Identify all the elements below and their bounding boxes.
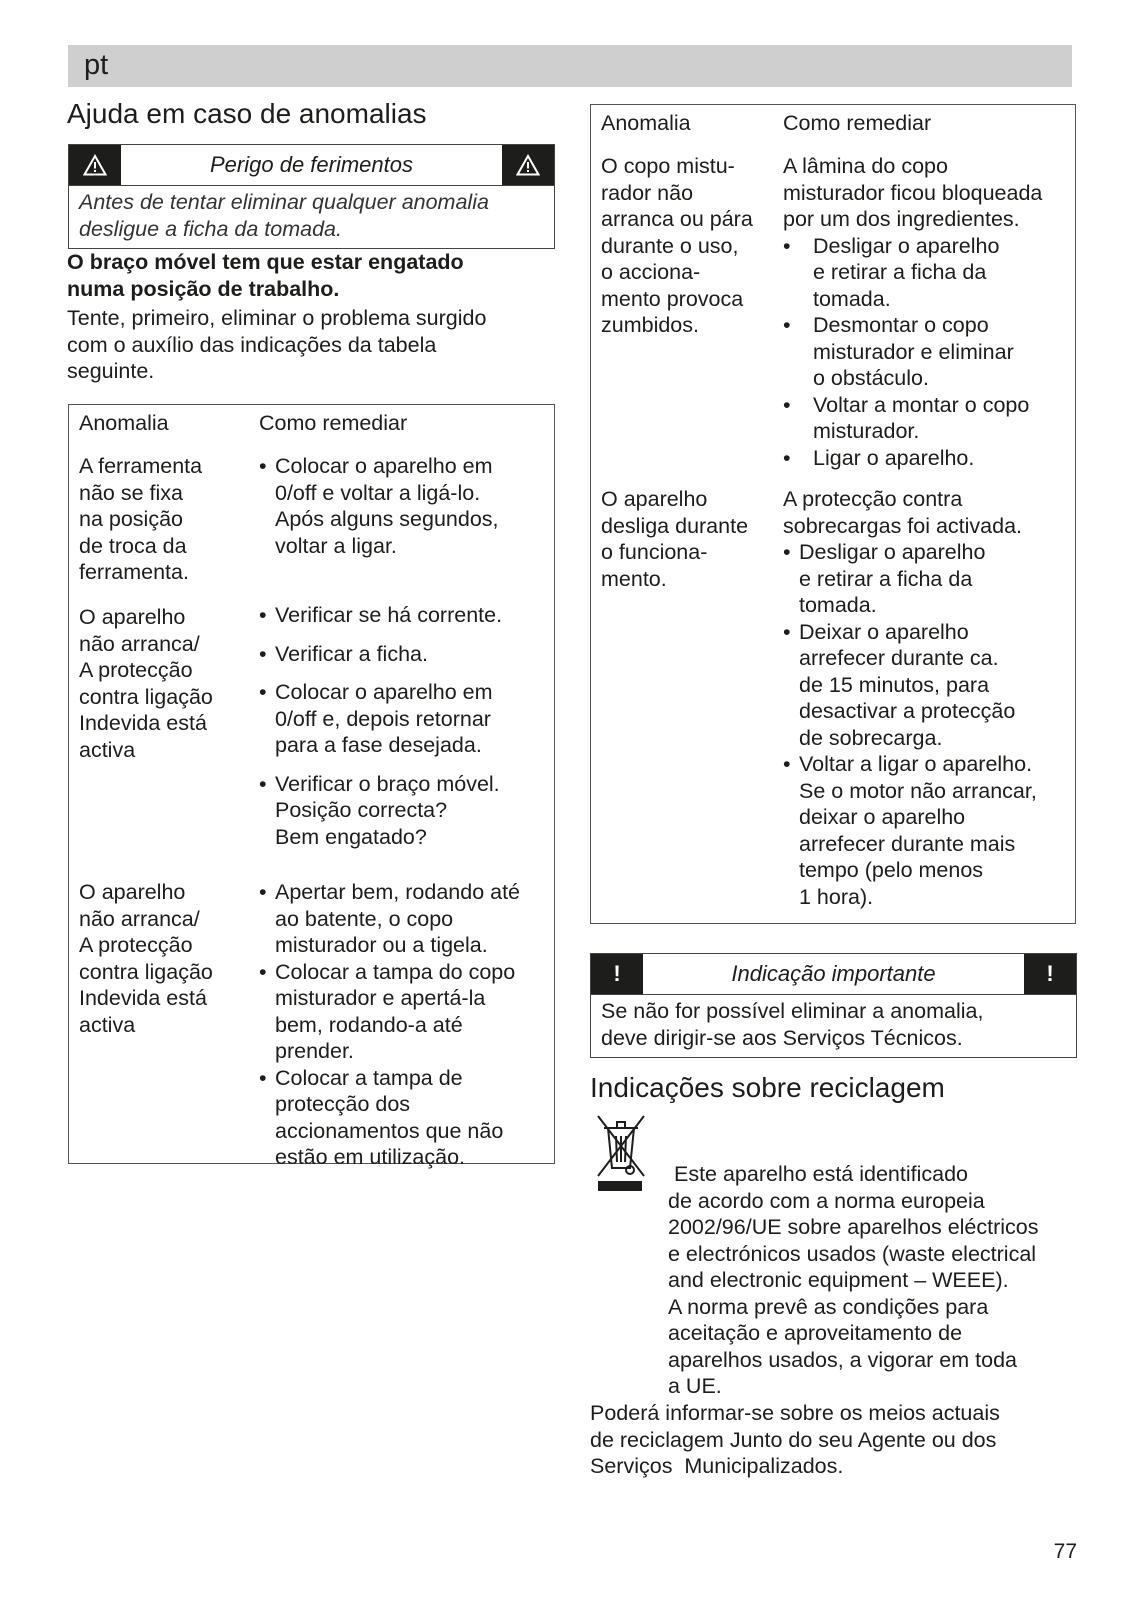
list-item: • Colocar a tampa do copo misturador e apertá-la bem, rodando-a até prender. — [259, 959, 549, 1065]
recycling-heading: Indicações sobre reciclagem — [590, 1072, 945, 1103]
exclamation-icon: ! — [591, 954, 643, 994]
notice-text: Se não for possível eliminar a anomalia, deve dirigir-se aos Serviços Técnicos. — [601, 999, 984, 1050]
troubleshooting-table-right — [590, 104, 1076, 924]
table-row-remedies — [259, 879, 549, 1171]
troubleshooting-table-left — [68, 404, 555, 1169]
intro-paragraph: Tente, primeiro, eliminar o problema surgido com o auxílio das indicações da tabela seguinte. — [67, 306, 487, 383]
exclamation-icon: ! — [1024, 954, 1076, 994]
recycling-footer: Poderá informar-se sobre os meios actuais de reciclagem Junto do seu Agente ou dos Serviços Municipalizados. — [590, 1401, 1000, 1478]
table-row-problem: O copo mistu- rador não arranca ou pára durante o uso, o acciona- mento provoca zumbidos. — [601, 154, 753, 337]
list-item: • Desligar o aparelho e retirar a ficha da tomada. — [783, 539, 1075, 619]
crossed-out-wheelie-bin-icon — [592, 1112, 650, 1192]
table-row-problem: O aparelho não arranca/ A protecção contra ligação Indevida está activa — [79, 880, 213, 1037]
column-header-como-remediar: Como remediar — [783, 111, 932, 135]
list-item: • Colocar o aparelho em 0/off e, depois retornar para a fase desejada. — [259, 679, 549, 759]
list-item: • Colocar o aparelho em 0/off e voltar a ligá-lo. Após alguns segundos, voltar a ligar. — [259, 453, 549, 559]
column-header-como-remediar: Como remediar — [259, 411, 408, 435]
list-item: • Desligar o aparelho e retirar a ficha da tomada. — [783, 233, 1073, 313]
list-item: • Voltar a montar o copo misturador. — [783, 392, 1073, 445]
language-bar — [68, 45, 1072, 87]
list-item: • Colocar a tampa de protecção dos accionamentos que não estão em utilização. — [259, 1065, 549, 1171]
table-row-remedies: A protecção contra sobrecargas foi activada. • Desligar o aparelho e retirar a ficha da tomada. • Deixar o aparelho arrefecer durante ca. de 15 minutos, para desactivar a protecção de sobrecarga. • Voltar a ligar o aparelho. Se o motor não arrancar, deixar o aparelho arrefecer durante mais tempo (pelo menos 1 hora). — [783, 486, 1075, 910]
warning-text: Antes de tentar eliminar qualquer anomalia desligue a ficha da tomada. — [79, 190, 489, 241]
list-item: • Ligar o aparelho. — [783, 445, 1073, 472]
danger-warning-box — [68, 144, 555, 249]
notice-title: Indicação importante — [731, 961, 936, 986]
warning-title: Perigo de ferimentos — [210, 152, 413, 177]
list-item: • Deixar o aparelho arrefecer durante ca. de 15 minutos, para desactivar a protecção de sobrecarga. — [783, 619, 1075, 752]
recycling-text: Este aparelho está identificado de acordo com a norma europeia 2002/96/UE sobre aparelhos eléctricos e electrónicos usados (waste electrical and electronic equipment – WEEE). A norma prevê as condições para aceitação e aproveitamento de aparelhos usados, a vigorar em toda a UE. — [668, 1162, 1039, 1398]
table-row-problem: O aparelho desliga durante o funciona- mento. — [601, 487, 749, 591]
arm-engaged-notice: O braço móvel tem que estar engatado numa posição de trabalho. — [67, 250, 464, 301]
list-item: • Desmontar o copo misturador e eliminar o obstáculo. — [783, 312, 1073, 392]
table-row-remedies: A lâmina do copo misturador ficou bloqueada por um dos ingredientes. • Desligar o aparelho e retirar a ficha da tomada. • Desmontar o copo misturador e eliminar o obstáculo. • Voltar a montar o copo misturador. • Ligar o aparelho. — [783, 153, 1073, 471]
page-number: 77 — [1053, 1540, 1077, 1563]
list-item: • Verificar se há corrente. — [259, 602, 549, 629]
table-row-remedies — [259, 453, 549, 559]
table-row-problem: A ferramenta não se fixa na posição de troca da ferramenta. — [79, 454, 203, 584]
page-title: Ajuda em caso de anomalias — [67, 98, 427, 129]
important-notice-box — [590, 953, 1077, 1058]
table-row-problem: O aparelho não arranca/ A protecção contra ligação Indevida está activa — [79, 605, 213, 762]
language-label: pt — [84, 49, 109, 81]
warning-triangle-icon — [69, 145, 121, 185]
list-item: • Voltar a ligar o aparelho. Se o motor não arrancar, deixar o aparelho arrefecer durante mais tempo (pelo menos 1 hora). — [783, 751, 1075, 910]
list-item: • Verificar o braço móvel. Posição correcta? Bem engatado? — [259, 771, 549, 851]
list-item: • Verificar a ficha. — [259, 641, 549, 668]
table-row-remedies — [259, 602, 549, 850]
warning-triangle-icon — [502, 145, 554, 185]
column-header-anomalia: Anomalia — [601, 111, 691, 135]
list-item: • Apertar bem, rodando até ao batente, o copo misturador ou a tigela. — [259, 879, 549, 959]
column-header-anomalia: Anomalia — [79, 411, 169, 435]
